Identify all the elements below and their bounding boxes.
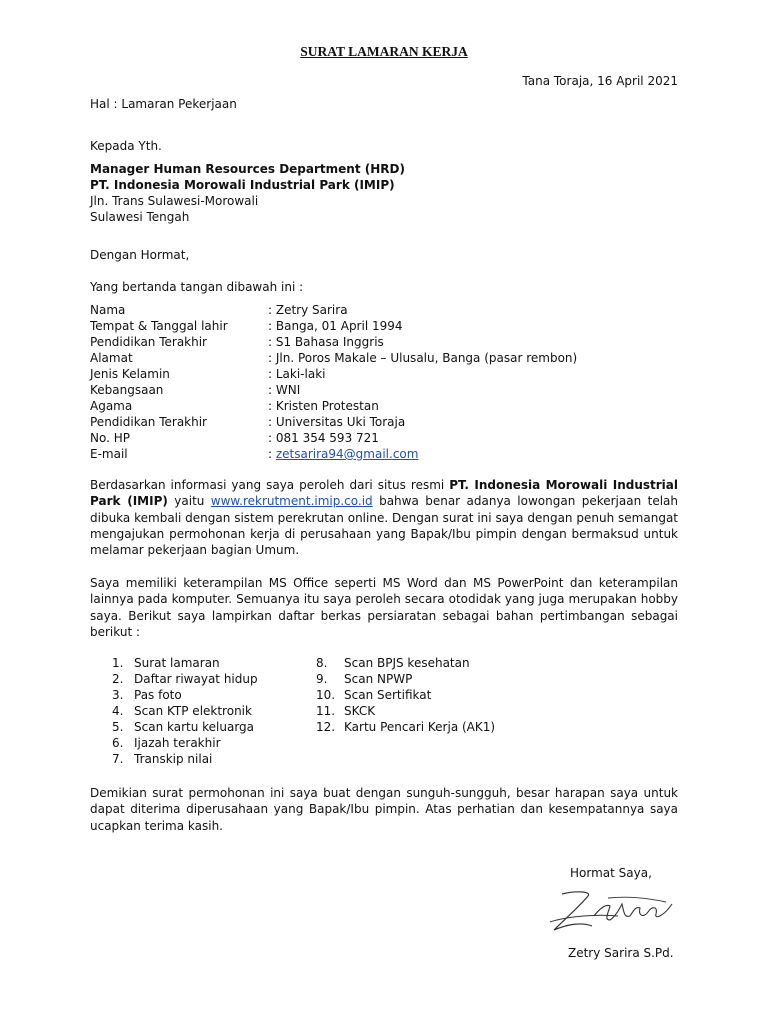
list-item: 9. Scan NPWP (316, 672, 413, 686)
list-item: 12. Kartu Pencari Kerja (AK1) (316, 720, 496, 734)
identity-label: No. HP (90, 431, 130, 445)
website-link[interactable]: www.rekrutment.imip.co.id (210, 494, 373, 509)
identity-label: Nama (90, 303, 126, 317)
list-item: 3. Pas foto (112, 688, 182, 702)
paragraph-1-text-c: bahwa benar adanya lowongan pekerjaan telah dibuka kembali dengan sistem perekrutan online. Dengan surat ini saya dengan penuh semangat mengajukan permohonan kerja di perusahaan yang Bapak/Ibu pimpin dengan bermaksud untuk melamar pekerjaan bagian Umum. (90, 494, 678, 558)
list-item: 1. Surat lamaran (112, 656, 220, 670)
identity-value: : Universitas Uki Toraja (268, 415, 406, 429)
identity-value: : S1 Bahasa Inggris (268, 335, 384, 349)
email-colon: : (268, 447, 276, 461)
identity-label: Agama (90, 399, 133, 413)
list-item: 11. SKCK (316, 704, 376, 718)
closing: Hormat Saya, (570, 866, 652, 880)
list-item: 10. Scan Sertifikat (316, 688, 432, 702)
email-link[interactable]: zetsarira94@gmail.com (275, 447, 419, 461)
letter-title: SURAT LAMARAN KERJA (300, 44, 468, 59)
paragraph-2: Saya memiliki keterampilan MS Office seperti MS Word dan MS PowerPoint dan keterampilan lainnya pada komputer. Semuanya itu saya peroleh secara otodidak yang juga merupakan hobby saya. Berikut saya lampirkan daftar berkas persiaratan sebagai bahan pertimbangan sebagai berikut : (90, 576, 678, 639)
list-item: 8. Scan BPJS kesehatan (316, 656, 470, 670)
recipient-line-4: Sulawesi Tengah (90, 210, 190, 224)
paragraph-1-text-b: yaitu (167, 494, 211, 509)
recipient-line-2: PT. Indonesia Morowali Industrial Park (IMIP) (90, 178, 395, 192)
recipient-line-1: Manager Human Resources Department (HRD) (90, 162, 405, 176)
paragraph-1 (90, 477, 678, 558)
recipient-greeting: Kepada Yth. (90, 139, 162, 153)
paragraph-1-text-a: Berdasarkan informasi yang saya peroleh dari situs resmi (90, 478, 450, 492)
list-item: 4. Scan KTP elektronik (112, 704, 252, 718)
signature-name: Zetry Sarira S.Pd. (568, 946, 674, 960)
place-date: Tana Toraja, 16 April 2021 (522, 74, 678, 88)
list-item: 5. Scan kartu keluarga (112, 720, 255, 734)
list-item: 7. Transkip nilai (112, 752, 213, 766)
paragraph-3: Demikian surat permohonan ini saya buat dengan sunguh-sungguh, besar harapan saya untuk dapat diterima diperusahaan yang Bapak/Ibu pimpin. Atas perhatian dan kesempatannya saya ucapkan terima kasih. (90, 786, 678, 833)
list-item: 6. Ijazah terakhir (112, 736, 221, 750)
identity-label: Alamat (90, 351, 133, 365)
identity-value: : 081 354 593 721 (268, 431, 379, 445)
identity-label: Jenis Kelamin (90, 367, 170, 381)
identity-value: : WNI (268, 383, 301, 397)
handwritten-signature (548, 886, 680, 938)
identity-label: Tempat & Tanggal lahir (90, 319, 228, 333)
subject-line: Hal : Lamaran Pekerjaan (90, 97, 237, 111)
list-item: 2. Daftar riwayat hidup (112, 672, 258, 686)
intro-text: Yang bertanda tangan dibawah ini : (90, 280, 304, 294)
identity-value: : Jln. Poros Makale – Ulusalu, Banga (pasar rembon) (268, 351, 578, 365)
identity-value: : Kristen Protestan (268, 399, 379, 413)
identity-value: : Zetry Sarira (268, 303, 348, 317)
identity-value: : Laki-laki (268, 367, 326, 381)
company-name-bold: PT. Indonesia Morowali Industrial Park (IMIP) (90, 478, 678, 509)
recipient-line-3: Jln. Trans Sulawesi-Morowali (90, 194, 259, 208)
identity-label: Kebangsaan (90, 383, 164, 397)
email-label: E-mail (90, 447, 128, 461)
salutation: Dengan Hormat, (90, 248, 190, 262)
identity-label: Pendidikan Terakhir (90, 335, 207, 349)
email-value (268, 447, 418, 461)
identity-value: : Banga, 01 April 1994 (268, 319, 403, 333)
identity-label: Pendidikan Terakhir (90, 415, 207, 429)
